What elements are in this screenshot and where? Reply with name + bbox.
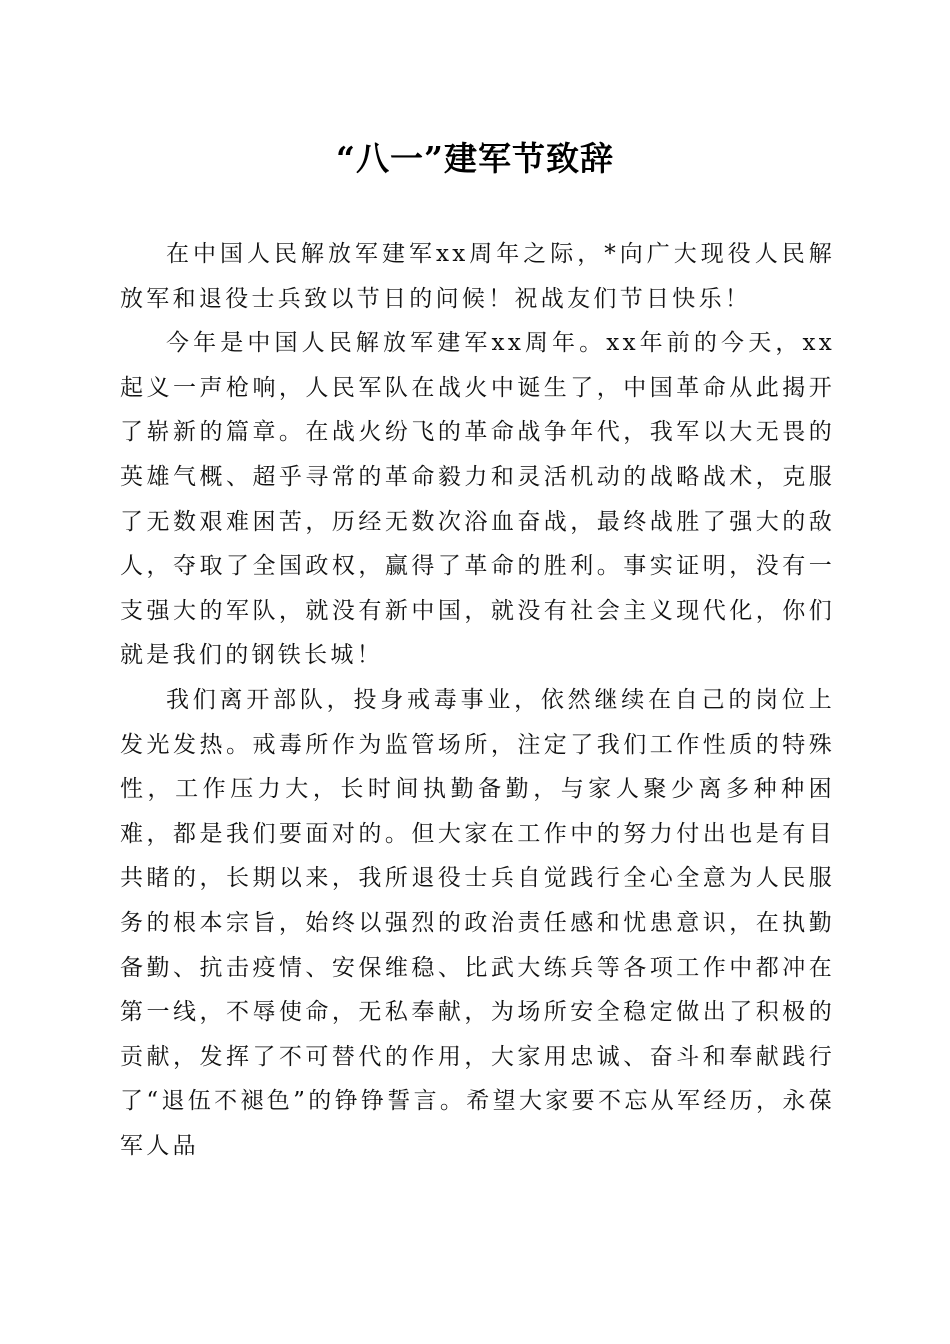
paragraph: 我们离开部队，投身戒毒事业，依然继续在自己的岗位上发光发热。戒毒所作为监管场所，注定了我们工作性质的特殊性，工作压力大，长时间执勤备勤，与家人聚少离多种种困难，都是我们要面对的。但大家在工作中的努力付出也是有目共睹的，长期以来，我所退役士兵自觉践行全心全意为人民服务的根本宗旨，始终以强烈的政治责任感和忧患意识，在执勤备勤、抗击疫情、安保维稳、比武大练兵等各项工作中都冲在第一线，不辱使命，无私奉献，为场所安全稳定做出了积极的贡献，发挥了不可替代的作用，大家用忠诚、奋斗和奉献践行了“退伍不褪色”的铮铮誓言。希望大家要不忘从军经历，永葆军人品 xyxy=(120,686,835,1159)
paragraph: 在中国人民解放军建军xx周年之际，*向广大现役人民解放军和退役士兵致以节日的问候！祝战友们节日快乐！ xyxy=(120,241,835,312)
paragraph: 今年是中国人民解放军建军xx周年。xx年前的今天，xx起义一声枪响，人民军队在战火中诞生了，中国革命从此揭开了崭新的篇章。在战火纷飞的革命战争年代，我军以大无畏的英雄气概、超乎寻常的革命毅力和灵活机动的战略战术，克服了无数艰难困苦，历经无数次浴血奋战，最终战胜了强大的敌人，夺取了全国政权，赢得了革命的胜利。事实证明，没有一支强大的军队，就没有新中国，就没有社会主义现代化，你们就是我们的钢铁长城！ xyxy=(120,330,835,669)
document-body xyxy=(120,232,835,1168)
document-title: “八一”建军节致辞 xyxy=(336,139,614,178)
